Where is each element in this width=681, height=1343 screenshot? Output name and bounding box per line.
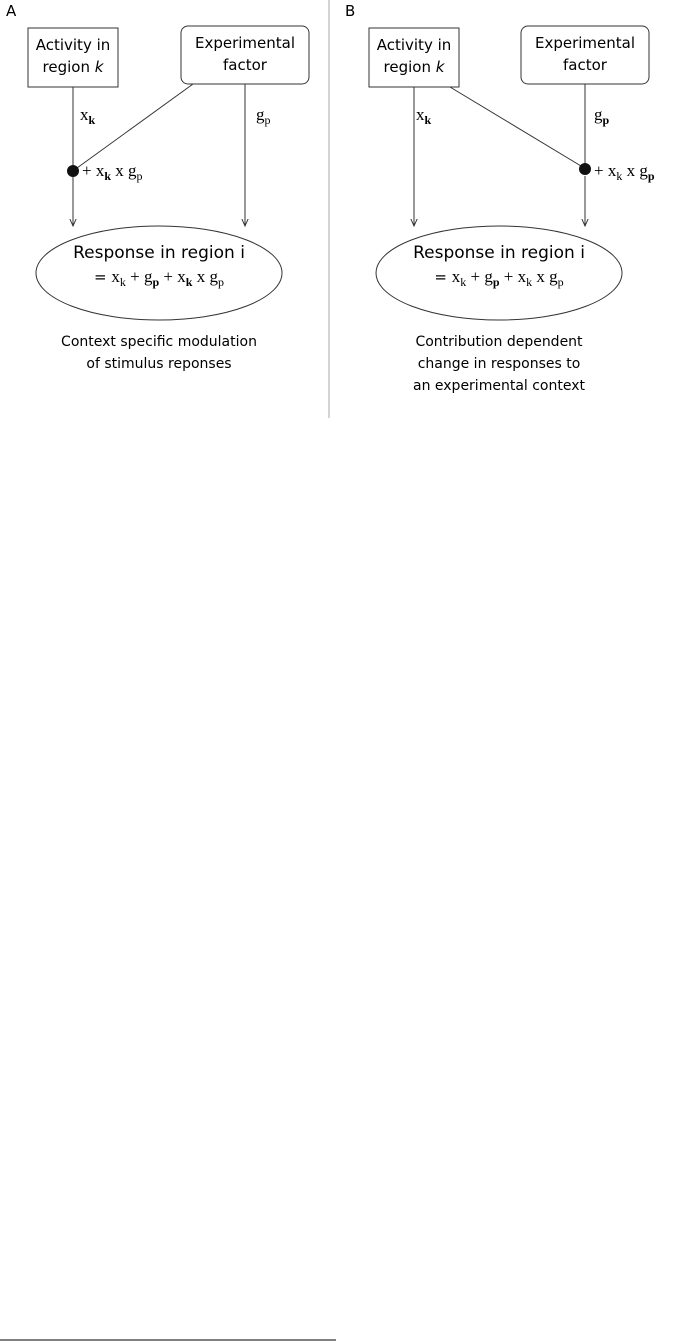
activity-box-b-line1: Activity in — [376, 36, 452, 54]
gp-label-a: $g_p$ — [256, 105, 271, 127]
panel-b — [345, 2, 655, 394]
xk-label-a: $x_k$ — [80, 105, 96, 127]
panel-b-label: B — [345, 2, 356, 20]
response-title-b: Response in region i — [413, 243, 585, 263]
factor-box-b-line2: factor — [563, 56, 607, 74]
response-title-a: Response in region i — [73, 243, 245, 263]
factor-box-a-line2: factor — [223, 56, 267, 74]
response-equation-a: = $x_k + g_p + x_k$ x $g_p$ — [94, 267, 224, 289]
interaction-term-b: + $x_k$ x $g_p$ — [594, 161, 655, 183]
caption-b-line3: an experimental context — [413, 378, 585, 394]
caption-b-line2: change in responses to — [417, 356, 581, 372]
activity-box-b-line2: region k — [383, 58, 445, 76]
panel-a-label: A — [6, 2, 17, 20]
response-equation-b: = $x_k + g_p + x_k$ x $g_p$ — [434, 267, 564, 289]
interaction-node-b — [579, 163, 591, 175]
interaction-term-a: + $x_k$ x $g_p$ — [82, 161, 143, 183]
gp-label-b: $g_p$ — [594, 105, 610, 127]
panel-a — [6, 2, 309, 372]
xk-label-b: $x_k$ — [416, 105, 432, 127]
activity-box-a-line1: Activity in — [35, 36, 111, 54]
caption-a-line2: of stimulus reponses — [86, 356, 232, 372]
caption-a-line1: Context specific modulation — [61, 334, 257, 350]
activity-box-a-line2: region k — [42, 58, 104, 76]
factor-box-a-line1: Experimental — [194, 34, 296, 52]
edge-activity-to-node-b — [450, 87, 581, 166]
interaction-node-a — [67, 165, 79, 177]
caption-b-line1: Contribution dependent — [415, 334, 583, 350]
factor-box-b-line1: Experimental — [534, 34, 636, 52]
